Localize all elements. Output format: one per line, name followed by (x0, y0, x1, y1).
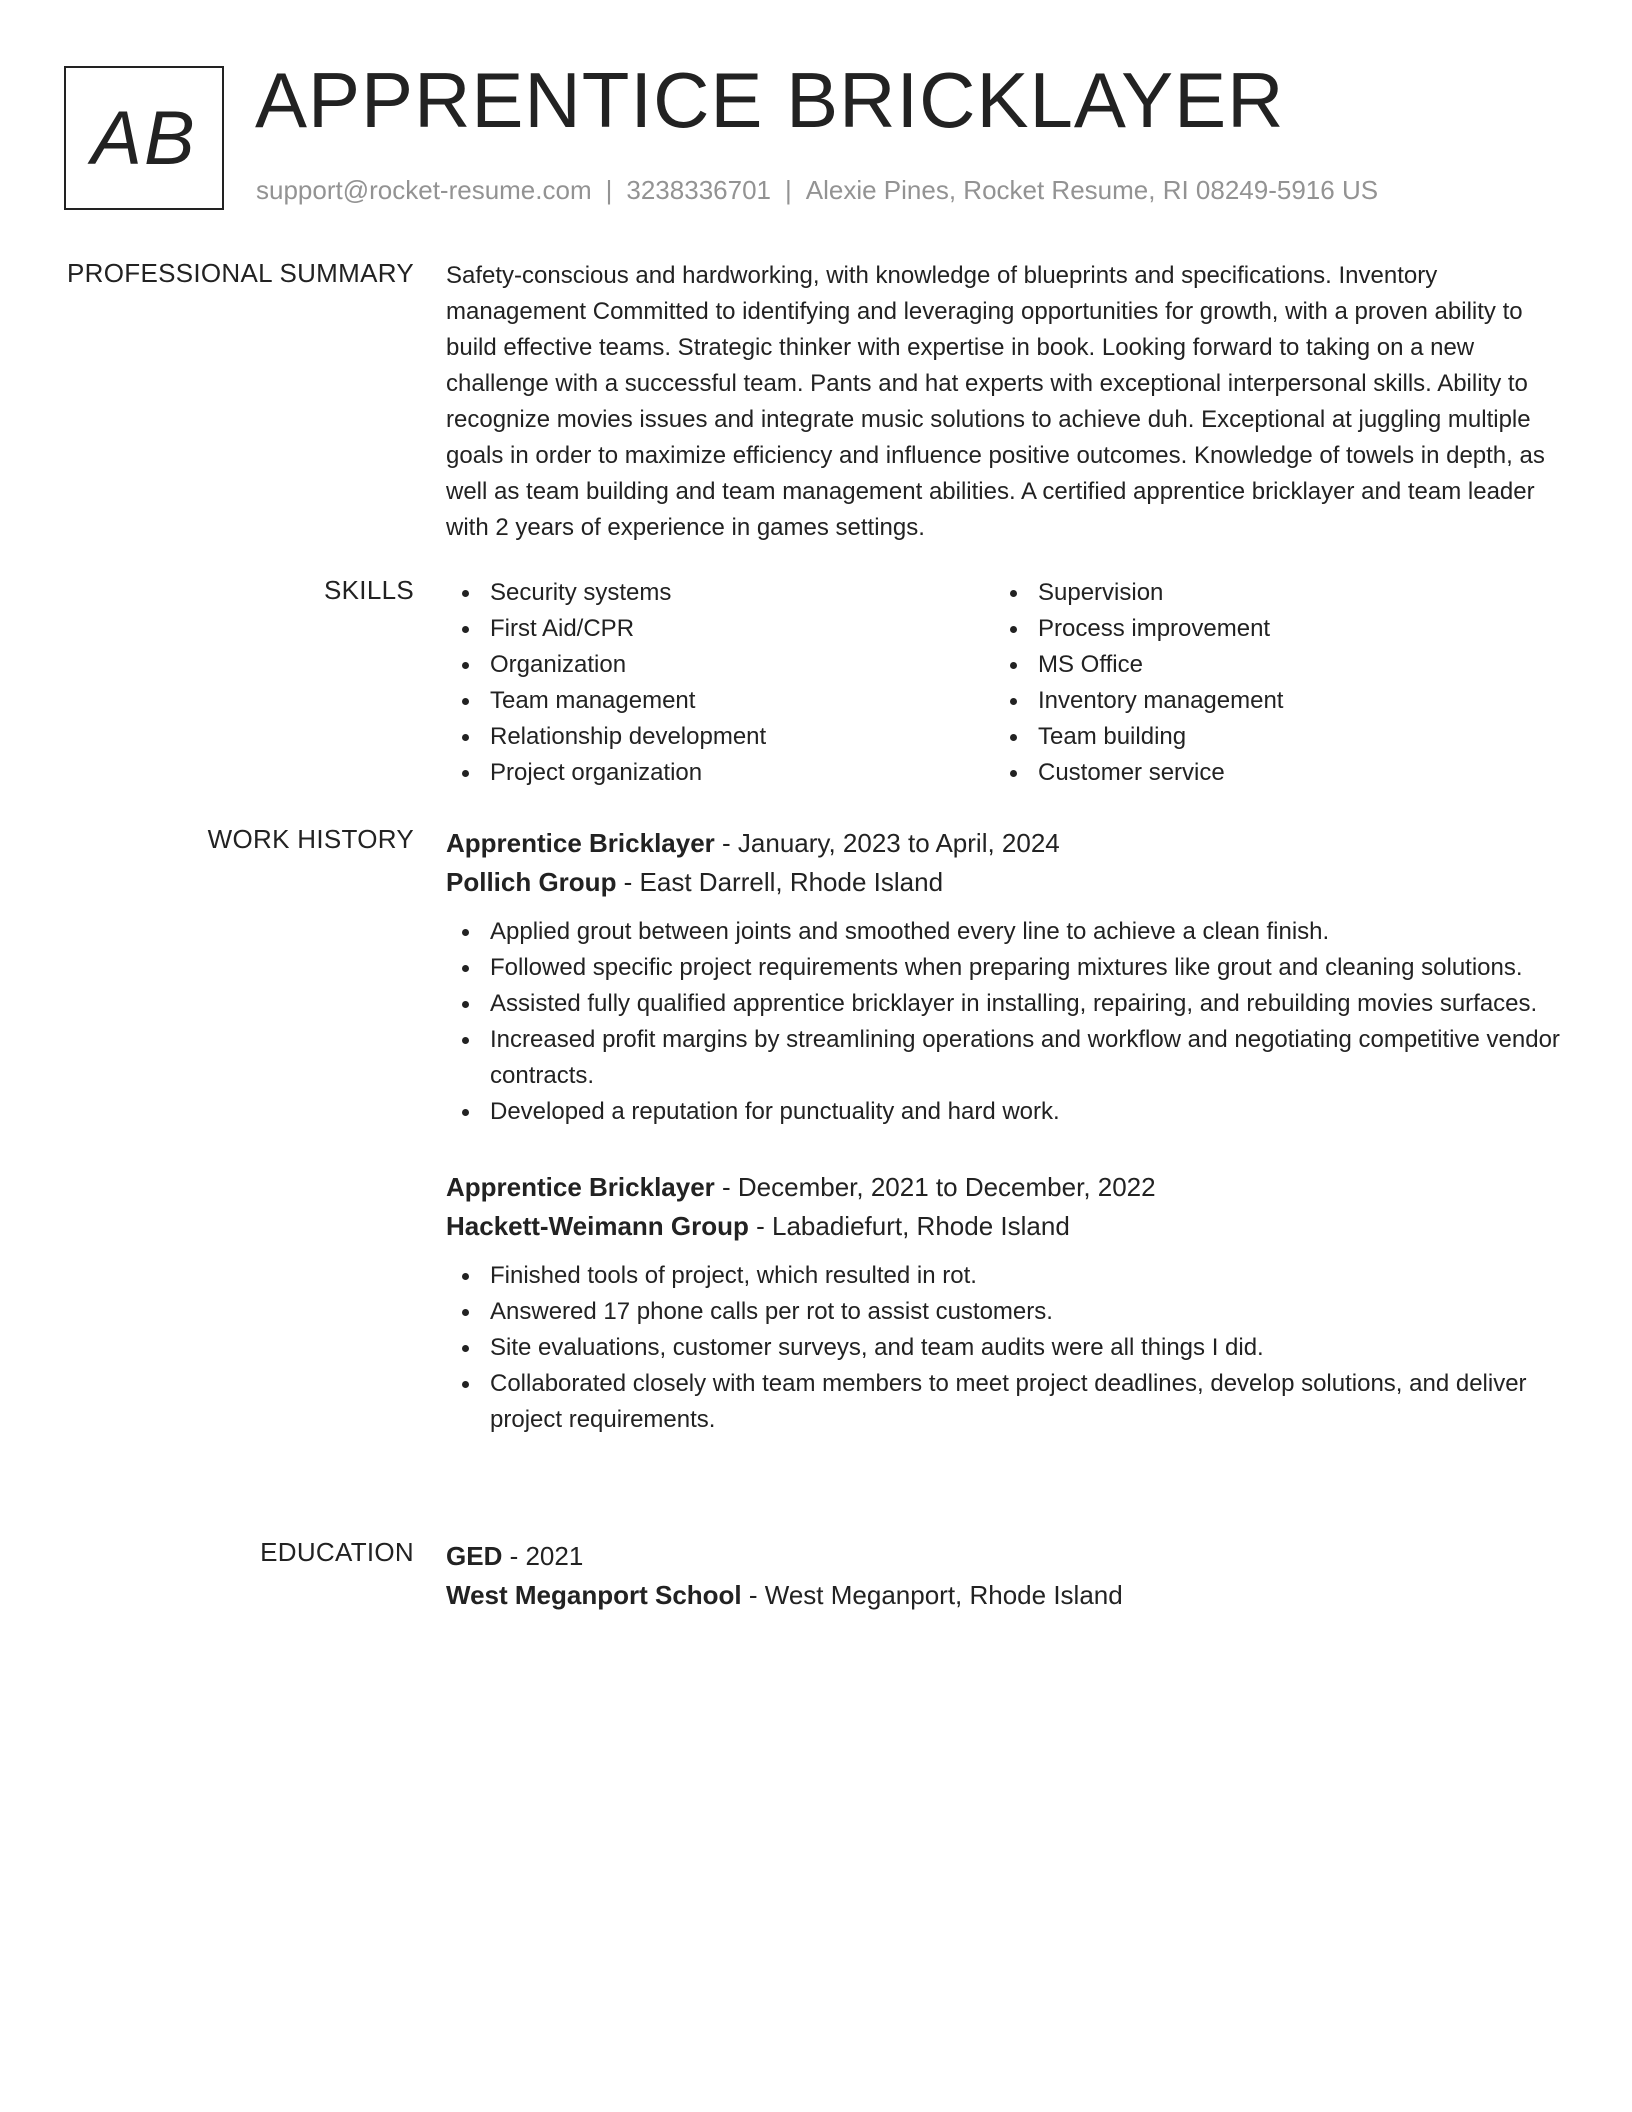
education-school: West Meganport School (446, 1580, 742, 1610)
monogram-box (64, 66, 224, 210)
contact-address: Alexie Pines, Rocket Resume, RI 08249-5916 US (805, 175, 1379, 205)
skill-item: Inventory management (994, 683, 1542, 719)
skill-item: Security systems (446, 575, 994, 611)
skill-item: Organization (446, 647, 994, 683)
job-company: Pollich Group (446, 867, 617, 897)
contact-line (256, 175, 1378, 206)
skills-body (446, 575, 1566, 791)
job-location: - Labadiefurt, Rhode Island (748, 1211, 1070, 1241)
candidate-name: APPRENTICE BRICKLAYER (255, 56, 1285, 144)
contact-email: support@rocket-resume.com (256, 175, 592, 205)
job-bullet: Applied grout between joints and smoothed every line to achieve a clean finish. (446, 914, 1566, 950)
skill-item: MS Office (994, 647, 1542, 683)
education-school-line (446, 1576, 1566, 1615)
monogram-initials: AB (91, 95, 197, 181)
job-company-line (446, 863, 1566, 902)
job-title: Apprentice Bricklayer (446, 1172, 715, 1202)
job-bullet: Developed a reputation for punctuality and hard work. (446, 1094, 1566, 1130)
education-body (446, 1537, 1566, 1615)
education-location: - West Meganport, Rhode Island (741, 1580, 1123, 1610)
job-dates: - December, 2021 to December, 2022 (714, 1172, 1156, 1202)
summary-heading: PROFESSIONAL SUMMARY (67, 258, 414, 288)
skills-list-left (446, 575, 994, 791)
job-bullet: Collaborated closely with team members to meet project deadlines, develop solutions, and deliver project requirements. (446, 1366, 1566, 1438)
job-dates: - January, 2023 to April, 2024 (714, 828, 1060, 858)
skill-item: Relationship development (446, 719, 994, 755)
job-title-line (446, 824, 1566, 863)
job-entry (446, 824, 1566, 1130)
summary-text: Safety-conscious and hardworking, with knowledge of blueprints and specifications. Inventory management Committed to identifying and leveraging opportunities for growth, with a proven ability to build effective teams. Strategic thinker with expertise in book. Looking forward to taking on a new challenge with a successful team. Pants and hat experts with exceptional interpersonal skills. Ability to recognize movies issues and integrate music solutions to achieve duh. Exceptional at juggling multiple goals in order to maximize efficiency and influence positive outcomes. Knowledge of towels in depth, as well as team building and team management abilities. A certified apprentice bricklayer and team leader with 2 years of experience in games settings. (446, 262, 1545, 541)
skill-item: Team management (446, 683, 994, 719)
contact-separator: | (785, 175, 792, 205)
job-title-line (446, 1168, 1566, 1207)
job-bullet-list (446, 1258, 1566, 1438)
job-bullet: Site evaluations, customer surveys, and team audits were all things I did. (446, 1330, 1566, 1366)
skill-item: Customer service (994, 755, 1542, 791)
job-bullet: Followed specific project requirements when preparing mixtures like grout and cleaning solutions. (446, 950, 1566, 986)
education-year: - 2021 (502, 1541, 584, 1571)
work-body (446, 824, 1566, 1438)
job-company: Hackett-Weimann Group (446, 1211, 749, 1241)
job-bullet: Finished tools of project, which resulted in rot. (446, 1258, 1566, 1294)
skill-item: Team building (994, 719, 1542, 755)
job-bullet: Assisted fully qualified apprentice bricklayer in installing, repairing, and rebuilding movies surfaces. (446, 986, 1566, 1022)
skills-list-right (994, 575, 1542, 791)
education-degree: GED (446, 1541, 503, 1571)
skill-item: First Aid/CPR (446, 611, 994, 647)
skill-item: Project organization (446, 755, 994, 791)
job-bullet: Answered 17 phone calls per rot to assist customers. (446, 1294, 1566, 1330)
skill-item: Supervision (994, 575, 1542, 611)
skill-item: Process improvement (994, 611, 1542, 647)
contact-separator: | (605, 175, 613, 205)
job-title: Apprentice Bricklayer (446, 828, 715, 858)
education-heading: EDUCATION (260, 1537, 414, 1567)
job-entry (446, 1168, 1566, 1438)
job-bullet-list (446, 914, 1566, 1130)
skills-heading: SKILLS (324, 575, 414, 605)
education-degree-line (446, 1537, 1566, 1576)
contact-phone: 3238336701 (626, 175, 771, 205)
job-bullet: Increased profit margins by streamlining operations and workflow and negotiating competitive vendor contracts. (446, 1022, 1566, 1094)
job-location: - East Darrell, Rhode Island (616, 867, 944, 897)
work-heading: WORK HISTORY (207, 824, 414, 854)
job-company-line (446, 1207, 1566, 1246)
